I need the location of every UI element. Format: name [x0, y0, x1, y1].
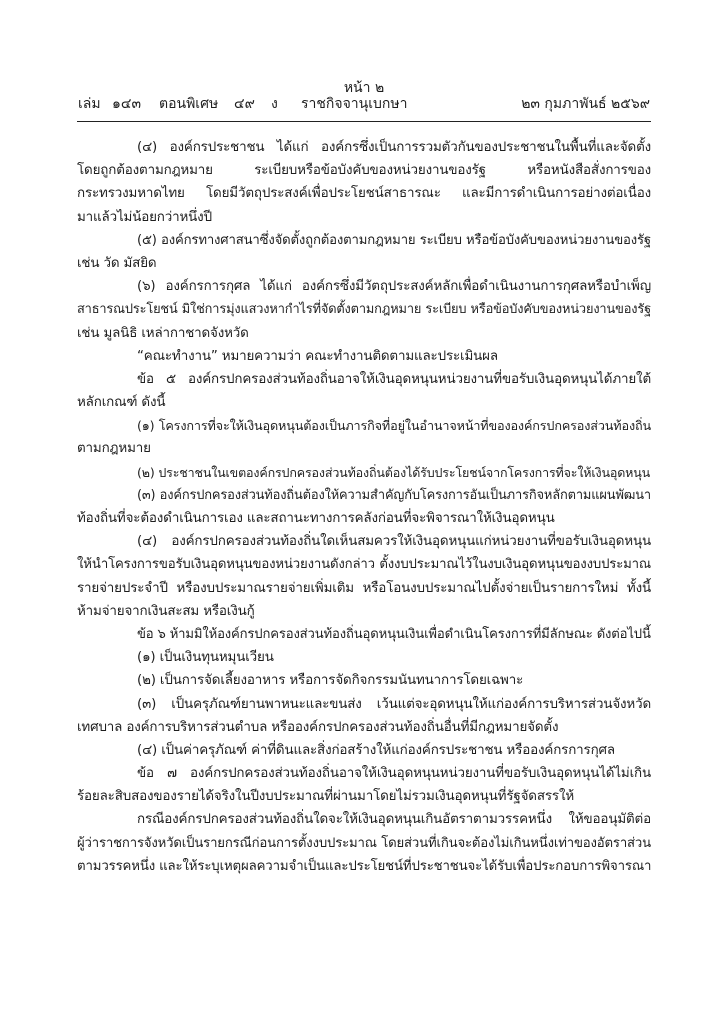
text-line: (๑) โครงการที่จะให้เงินอุดหนุนต้องเป็นภารกิจที่อยู่ในอำนาจหน้าที่ขององค์กรปกครองส่วนท้องถิ่น: [137, 418, 651, 434]
text-line: กระทรวงมหาดไทย โดยมีวัตถุประสงค์เพื่อประโยชน์สาธารณะ และมีการดำเนินการอย่างต่อเนื่อง: [77, 186, 651, 202]
text-line: มาแล้วไม่น้อยกว่าหนึ่งปี: [77, 209, 212, 225]
text-line: (๓) องค์กรปกครองส่วนท้องถิ่นต้องให้ความสำคัญกับโครงการอันเป็นภารกิจหลักตามแผนพัฒนา: [137, 487, 651, 503]
text-line: ท้องถิ่นที่จะต้องดำเนินการเอง และสถานะทางการคลังก่อนที่จะพิจารณาให้เงินอุดหนุน: [77, 511, 555, 526]
issue-number: ๔๙: [234, 96, 255, 112]
text-line: ข้อ ๕ องค์กรปกครองส่วนท้องถิ่นอาจให้เงินอุดหนุนหน่วยงานที่ขอรับเงินอุดหนุนได้ภายใต้: [137, 371, 651, 387]
text-line: ร้อยละสิบสองของรายได้จริงในปีงบประมาณที่ผ่านมาโดยไม่รวมเงินอุดหนุนที่รัฐจัดสรรให้: [77, 789, 575, 805]
text-line: กรณีองค์กรปกครองส่วนท้องถิ่นใดจะให้เงินอุดหนุนเกินอัตราตามวรรคหนึ่ง ให้ขออนุมัติต่อ: [137, 812, 651, 828]
text-line: (๕) องค์กรทางศาสนาซึ่งจัดตั้งถูกต้องตามกฎหมาย ระเบียบ หรือข้อบังคับของหน่วยงานของรัฐ: [137, 232, 651, 248]
volume-number: ๑๔๓: [112, 96, 142, 112]
text-line: (๑) เป็นเงินทุนหมุนเวียน: [137, 650, 274, 666]
text-line: ให้นำโครงการขอรับเงินอุดหนุนของหน่วยงานดังกล่าว ตั้งงบประมาณไว้ในงบเงินอุดหนุนของงบประมาณ: [77, 557, 651, 573]
text-line: เช่น วัด มัสยิด: [77, 255, 157, 271]
text-line: ข้อ ๗ องค์กรปกครองส่วนท้องถิ่นอาจให้เงินอุดหนุนหน่วยงานที่ขอรับเงินอุดหนุนได้ไม่เกิน: [137, 766, 651, 782]
text-line: เทศบาล องค์การบริหารส่วนตำบล หรือองค์กรปกครองส่วนท้องถิ่นอื่นที่มีกฎหมายจัดตั้ง: [77, 719, 559, 735]
text-line: รายจ่ายประจำปี หรืองบประมาณรายจ่ายเพิ่มเติม หรือโอนงบประมาณไปตั้งจ่ายเป็นรายการใหม่ ทั้งนี้: [77, 580, 651, 596]
text-line: (๒) ประชาชนในเขตองค์กรปกครองส่วนท้องถิ่นต้องได้รับประโยชน์จากโครงการที่จะให้เงินอุดหนุน: [137, 464, 651, 480]
page-number: หน้า ๒: [343, 80, 385, 96]
text-line: ตามวรรคหนึ่ง และให้ระบุเหตุผลความจำเป็นและประโยชน์ที่ประชาชนจะได้รับเพื่อประกอบการพิจารณา: [77, 858, 652, 874]
text-line: (๔) องค์กรปกครองส่วนท้องถิ่นใดเห็นสมควรให้เงินอุดหนุนแก่หน่วยงานที่ขอรับเงินอุดหนุน: [137, 534, 651, 550]
volume-label: เล่ม: [78, 96, 101, 112]
text-line: ผู้ว่าราชการจังหวัดเป็นรายกรณีก่อนการตั้งงบประมาณ โดยส่วนที่เกินจะต้องไม่เกินหนึ่งเท่าของอัตราส่วน: [77, 835, 651, 851]
publication-name: ราชกิจจานุเบกษา: [301, 96, 408, 112]
issue-suffix: ง: [271, 96, 278, 112]
text-line: ตามกฎหมาย: [77, 441, 151, 457]
text-line: (๔) เป็นค่าครุภัณฑ์ ค่าที่ดินและสิ่งก่อสร้างให้แก่องค์กรประชาชน หรือองค์กรการกุศล: [137, 742, 615, 758]
text-line: (๔) องค์กรประชาชน ได้แก่ องค์กรซึ่งเป็นการรวมตัวกันของประชาชนในพื้นที่และจัดตั้ง: [137, 140, 651, 155]
text-line: (๓) เป็นครุภัณฑ์ยานพาหนะและขนส่ง เว้นแต่จะอุดหนุนให้แก่องค์การบริหารส่วนจังหวัด: [137, 696, 651, 712]
text-line: หลักเกณฑ์ ดังนี้: [77, 395, 166, 411]
text-line: (๒) เป็นการจัดเลี้ยงอาหาร หรือการจัดกิจกรรมนันทนาการโดยเฉพาะ: [137, 673, 524, 689]
issue-label: ตอนพิเศษ: [159, 96, 219, 112]
document-body: [77, 136, 651, 878]
text-line: “คณะทำงาน” หมายความว่า คณะทำงานติดตามและประเมินผล: [137, 348, 498, 364]
text-line: ห้ามจ่ายจากเงินสะสม หรือเงินกู้: [77, 603, 255, 619]
text-line: โดยถูกต้องตามกฎหมาย ระเบียบหรือข้อบังคับของหน่วยงานของรัฐ หรือหนังสือสั่งการของ: [77, 163, 651, 179]
text-line: (๖) องค์กรการกุศล ได้แก่ องค์กรซึ่งมีวัตถุประสงค์หลักเพื่อดำเนินงานการกุศลหรือบำเพ็ญ: [137, 279, 651, 295]
text-line: เช่น มูลนิธิ เหล่ากาชาดจังหวัด: [77, 325, 249, 341]
publication-date: ๒๓ กุมภาพันธ์ ๒๕๖๙: [521, 96, 650, 112]
header-divider: [77, 121, 651, 122]
text-line: สาธารณประโยชน์ มิใช่การมุ่งแสวงหากำไรที่จัดตั้งตามกฎหมาย ระเบียบ หรือข้อบังคับของหน่วยงานของรัฐ: [77, 302, 651, 318]
text-line: ข้อ ๖ ห้ามมิให้องค์กรปกครองส่วนท้องถิ่นอุดหนุนเงินเพื่อดำเนินโครงการที่มีลักษณะ ดังต่อไปนี้: [137, 626, 651, 642]
gazette-header: [78, 93, 650, 115]
